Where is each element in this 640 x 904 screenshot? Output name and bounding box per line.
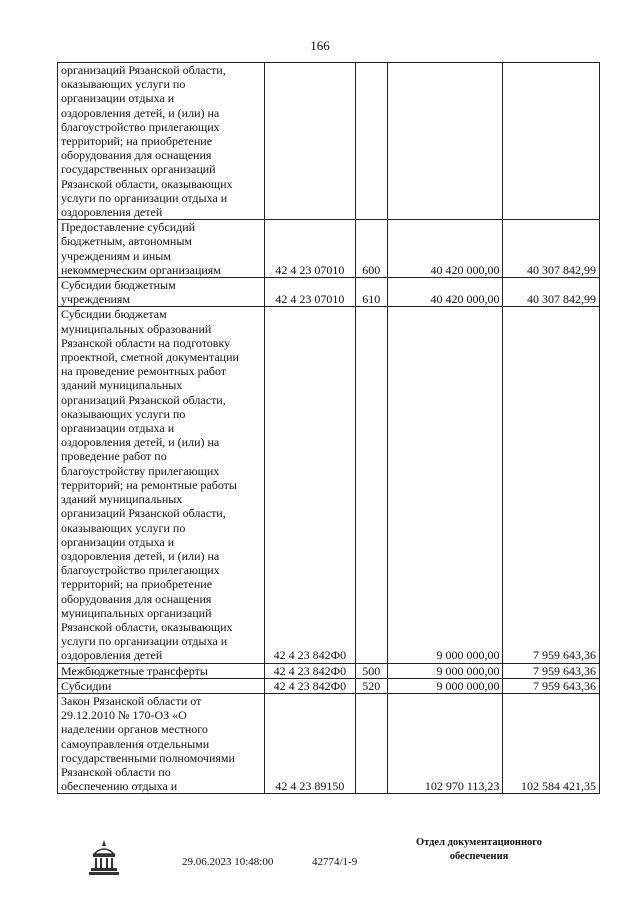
table-row xyxy=(58,278,600,307)
row-name: организаций Рязанской области, оказывающих услуги по организации отдыха и оздоровления детей, и (или) на благоустройство прилегающих территорий; на приобретение оборудования для оснащения государственных организаций Рязанской области, оказывающих услуги по организации отдыха и оздоровления детей xyxy=(58,63,265,220)
row-code: 42 4 23 842Ф0 xyxy=(265,663,356,678)
table-row xyxy=(58,220,600,278)
row-planned-amount: 40 420 000,00 xyxy=(387,220,503,278)
table-row xyxy=(58,663,600,678)
row-name: Закон Рязанской области от 29.12.2010 № 170-ОЗ «О наделении органов местного самоуправления отдельными государственными полномочиями Рязанской области по обеспечению отдыха и xyxy=(58,693,265,793)
row-code xyxy=(265,63,356,220)
row-executed-amount: 7 959 643,36 xyxy=(503,678,600,693)
row-planned-amount: 9 000 000,00 xyxy=(387,663,503,678)
row-code: 42 4 23 07010 xyxy=(265,220,356,278)
row-executed-amount: 7 959 643,36 xyxy=(503,307,600,663)
row-executed-amount xyxy=(503,63,600,220)
row-planned-amount: 9 000 000,00 xyxy=(387,307,503,663)
row-name: Субсидии бюджетным учреждениям xyxy=(58,278,265,307)
row-code: 42 4 23 842Ф0 xyxy=(265,678,356,693)
row-code: 42 4 23 842Ф0 xyxy=(265,307,356,663)
row-expense-type xyxy=(355,63,387,220)
row-name: Предоставление субсидий бюджетным, автономным учреждениям и иным некоммерческим организациям xyxy=(58,220,265,278)
page-number: 166 xyxy=(310,38,330,53)
row-planned-amount: 40 420 000,00 xyxy=(387,278,503,307)
budget-table xyxy=(57,62,600,794)
municipal-building-stamp-icon xyxy=(86,838,122,878)
footer-department: Отдел документационного обеспечения xyxy=(415,837,543,862)
row-name: Субсидии бюджетам муниципальных образований Рязанской области на подготовку проектной, сметной документации на проведение ремонтных работ зданий муниципальных организаций Рязанской области, оказывающих услуги по организации отдыха и оздоровления детей, и (или) на проведение работ по благоустройству прилегающих территорий; на ремонтные работы зданий муниципальных организаций Рязанской области, оказывающих услуги по организации отдыха и оздоровления детей, и (или) на благоустройство прилегающих территорий; на приобретение оборудования для оснащения муниципальных организаций Рязанской области, оказывающих услуги по организации отдыха и оздоровления детей xyxy=(58,307,265,663)
row-planned-amount: 102 970 113,23 xyxy=(387,693,503,793)
row-executed-amount: 40 307 842,99 xyxy=(503,278,600,307)
row-executed-amount: 40 307 842,99 xyxy=(503,220,600,278)
table-row xyxy=(58,678,600,693)
row-expense-type: 500 xyxy=(355,663,387,678)
budget-table-body xyxy=(58,63,600,794)
table-row xyxy=(58,693,600,793)
footer-doc-number: 42774/1-9 xyxy=(312,856,358,868)
row-expense-type xyxy=(355,307,387,663)
table-row xyxy=(58,307,600,663)
row-executed-amount: 7 959 643,36 xyxy=(503,663,600,678)
row-expense-type: 520 xyxy=(355,678,387,693)
footer-datetime: 29.06.2023 10:48:00 xyxy=(182,856,274,868)
row-expense-type: 610 xyxy=(355,278,387,307)
row-code: 42 4 23 89150 xyxy=(265,693,356,793)
row-executed-amount: 102 584 421,35 xyxy=(503,693,600,793)
row-expense-type: 600 xyxy=(355,220,387,278)
table-row xyxy=(58,63,600,220)
row-expense-type xyxy=(355,693,387,793)
row-name: Межбюджетные трансферты xyxy=(58,663,265,678)
row-code: 42 4 23 07010 xyxy=(265,278,356,307)
row-name: Субсидии xyxy=(58,678,265,693)
row-planned-amount xyxy=(387,63,503,220)
row-planned-amount: 9 000 000,00 xyxy=(387,678,503,693)
